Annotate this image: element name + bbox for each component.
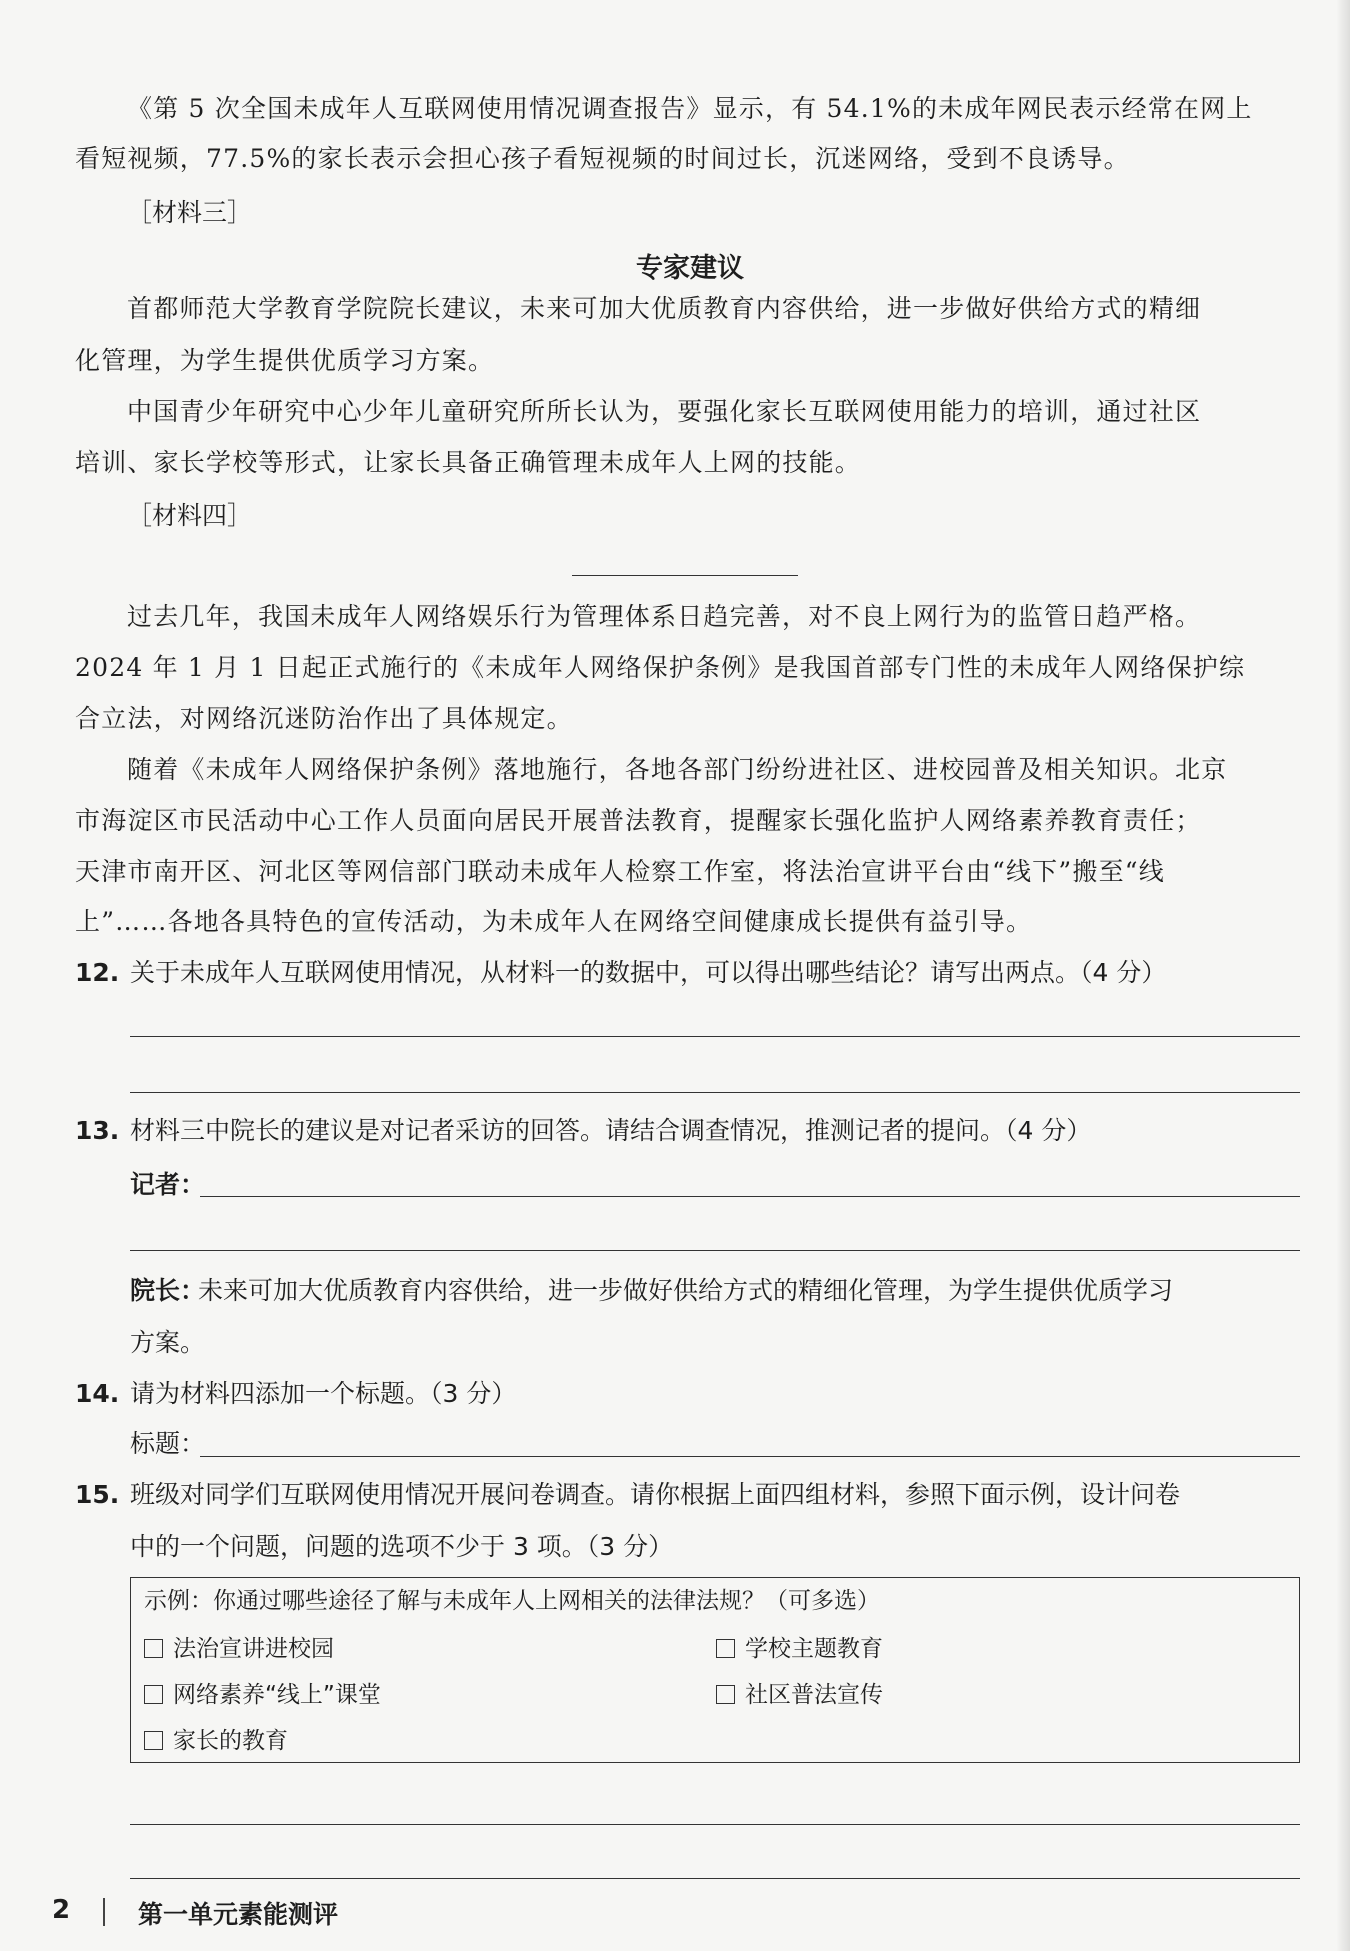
question-14-number: 14. [75, 1379, 120, 1408]
material-four-label: ［材料四］ [127, 501, 253, 530]
material-two-line-1: 《第 5 次全国未成年人互联网使用情况调查报告》显示，有 54.1%的未成年网民表示经常在网上 [127, 94, 1253, 123]
checkbox-icon[interactable] [144, 1685, 163, 1704]
checkbox-icon[interactable] [144, 1639, 163, 1658]
checkbox-icon[interactable] [716, 1639, 735, 1658]
question-15-line-1: 班级对同学们互联网使用情况开展问卷调查。请你根据上面四组材料，参照下面示例，设计问卷 [130, 1480, 1181, 1509]
material-four-p1-line-1: 过去几年，我国未成年人网络娱乐行为管理体系日趋完善，对不良上网行为的监管日趋严格。 [127, 602, 1202, 631]
material-four-p2-line-3: 天津市南开区、河北区等网信部门联动未成年人检察工作室，将法治宣讲平台由“线下”搬至“线 [75, 857, 1165, 886]
question-12-answer-line-1[interactable] [130, 1036, 1300, 1037]
material-four-p1-line-2: 2024 年 1 月 1 日起正式施行的《未成年人网络保护条例》是我国首部专门性的未成年人网络保护综 [75, 653, 1246, 682]
question-14-text: 请为材料四添加一个标题。（3 分） [130, 1379, 517, 1408]
question-15-line-2: 中的一个问题，问题的选项不少于 3 项。（3 分） [130, 1532, 674, 1561]
material-three-title: 专家建议 [636, 253, 744, 284]
example-option-1[interactable]: 法治宣讲进校园 [144, 1634, 334, 1664]
material-three-p2-line-2: 培训、家长学校等形式，让家长具备正确管理未成年人上网的技能。 [75, 448, 862, 477]
material-three-p1-line-1: 首都师范大学教育学院院长建议，未来可加大优质教育内容供给，进一步做好供给方式的精细 [127, 294, 1202, 323]
material-four-p2-line-1: 随着《未成年人网络保护条例》落地施行，各地各部门纷纷进社区、进校园普及相关知识。北京 [127, 755, 1228, 784]
material-four-title-blank[interactable] [572, 575, 798, 576]
page-number: 2 [52, 1895, 71, 1925]
question-14-title-label: 标题： [130, 1429, 206, 1458]
question-15-number: 15. [75, 1480, 120, 1509]
material-four-p2-line-4: 上”……各地各具特色的宣传活动，为未成年人在网络空间健康成长提供有益引导。 [75, 907, 1033, 936]
checkbox-icon[interactable] [144, 1731, 163, 1750]
question-13-answer-line-2[interactable] [130, 1250, 1300, 1251]
material-three-p1-line-2: 化管理，为学生提供优质学习方案。 [75, 346, 495, 375]
question-15-answer-line-1[interactable] [130, 1824, 1300, 1825]
question-12-number: 12. [75, 958, 120, 987]
example-option-5[interactable]: 家长的教育 [144, 1726, 288, 1756]
material-four-p2-line-2: 市海淀区市民活动中心工作人员面向居民开展普法教育，提醒家长强化监护人网络素养教育责任； [75, 806, 1202, 835]
question-13-dean-label: 院长： [130, 1276, 206, 1305]
material-three-label: ［材料三］ [127, 198, 253, 227]
unit-title: 第一单元素能测评 [138, 1900, 339, 1929]
question-13-number: 13. [75, 1116, 120, 1145]
footer-divider [103, 1898, 105, 1926]
example-option-2[interactable]: 学校主题教育 [716, 1634, 883, 1664]
question-12-text: 关于未成年人互联网使用情况，从材料一的数据中，可以得出哪些结论？请写出两点。（4 分） [130, 958, 1167, 987]
question-13-dean-line-1: 未来可加大优质教育内容供给，进一步做好供给方式的精细化管理，为学生提供优质学习 [198, 1276, 1174, 1305]
example-option-3[interactable]: 网络素养“线上”课堂 [144, 1680, 381, 1710]
material-four-p1-line-3: 合立法，对网络沉迷防治作出了具体规定。 [75, 704, 573, 733]
question-15-answer-line-2[interactable] [130, 1878, 1300, 1879]
material-two-line-2: 看短视频，77.5%的家长表示会担心孩子看短视频的时间过长，沉迷网络，受到不良诱导。 [75, 144, 1130, 173]
question-13-reporter-line[interactable] [200, 1196, 1300, 1197]
question-13-text: 材料三中院长的建议是对记者采访的回答。请结合调查情况，推测记者的提问。（4 分） [130, 1116, 1092, 1145]
material-three-p2-line-1: 中国青少年研究中心少年儿童研究所所长认为，要强化家长互联网使用能力的培训，通过社区 [127, 397, 1202, 426]
checkbox-icon[interactable] [716, 1685, 735, 1704]
example-heading: 示例：你通过哪些途径了解与未成年人上网相关的法律法规？（可多选） [144, 1588, 880, 1614]
example-option-4[interactable]: 社区普法宣传 [716, 1680, 883, 1710]
question-13-dean-line-2: 方案。 [130, 1328, 206, 1357]
question-12-answer-line-2[interactable] [130, 1092, 1300, 1093]
example-survey-box [130, 1577, 1300, 1763]
question-13-reporter-label: 记者： [130, 1170, 206, 1199]
question-14-title-line[interactable] [200, 1456, 1300, 1457]
